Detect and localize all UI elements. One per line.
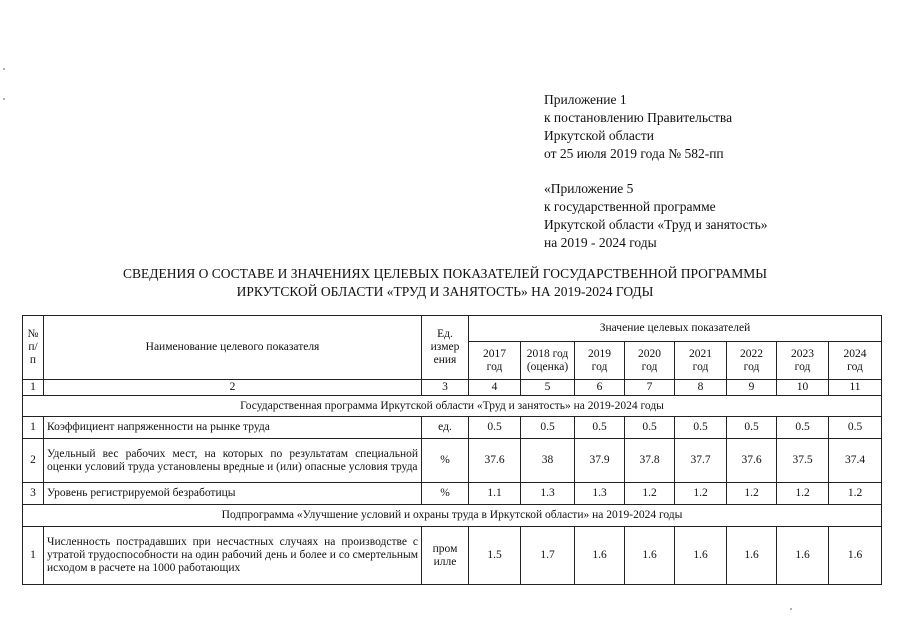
appendix-line: «Приложение 5 — [544, 181, 634, 196]
row-value: 0.5 — [469, 417, 521, 439]
row-value: 1.6 — [829, 527, 882, 585]
row-value: 1.2 — [777, 483, 829, 505]
scan-speck — [790, 608, 792, 610]
header-unit: Ед. измер ения — [422, 316, 469, 380]
title-line: ИРКУТСКОЙ ОБЛАСТИ «ТРУД И ЗАНЯТОСТЬ» НА 2019-2024 ГОДЫ — [236, 284, 654, 299]
row-value: 37.6 — [469, 439, 521, 483]
appendix-line: от 25 июля 2019 года № 582-пп — [544, 146, 724, 161]
section-row — [23, 396, 882, 417]
row-num: 2 — [23, 439, 44, 483]
row-value: 38 — [521, 439, 575, 483]
row-name: Коэффициент напряженности на рынке труда — [44, 417, 422, 439]
row-value: 1.3 — [575, 483, 625, 505]
row-value: 1.2 — [625, 483, 675, 505]
header-year: 2022 год — [727, 342, 777, 380]
header-year: 2018 год (оценка) — [521, 342, 575, 380]
column-number: 8 — [675, 380, 727, 396]
header-name: Наименование целевого показателя — [44, 316, 422, 380]
header-num: № п/п — [23, 316, 44, 380]
row-value: 37.5 — [777, 439, 829, 483]
row-unit: пром илле — [422, 527, 469, 585]
row-unit: % — [422, 483, 469, 505]
appendix-block — [544, 91, 874, 252]
row-value: 0.5 — [727, 417, 777, 439]
table-row — [23, 527, 882, 585]
row-value: 1.5 — [469, 527, 521, 585]
appendix-line: Иркутской области — [544, 128, 655, 143]
header-year: 2020 год — [625, 342, 675, 380]
row-value: 1.6 — [625, 527, 675, 585]
header-year: 2019 год — [575, 342, 625, 380]
column-number: 9 — [727, 380, 777, 396]
document-title — [40, 265, 850, 301]
table-row — [23, 417, 882, 439]
row-value: 1.6 — [727, 527, 777, 585]
column-number: 6 — [575, 380, 625, 396]
header-row — [23, 316, 882, 342]
row-name: Удельный вес рабочих мест, на которых по результатам специальной оценки условий труда установлены вредные и (или) опасные условия труда — [44, 439, 422, 483]
column-number: 1 — [23, 380, 44, 396]
row-value: 0.5 — [521, 417, 575, 439]
header-year: 2017 год — [469, 342, 521, 380]
row-value: 1.7 — [521, 527, 575, 585]
row-value: 1.2 — [829, 483, 882, 505]
table-row — [23, 483, 882, 505]
appendix-line: Приложение 1 — [544, 92, 627, 107]
row-unit: ед. — [422, 417, 469, 439]
row-value: 37.7 — [675, 439, 727, 483]
header-values: Значение целевых показателей — [469, 316, 882, 342]
row-value: 37.6 — [727, 439, 777, 483]
column-number: 2 — [44, 380, 422, 396]
row-value: 37.9 — [575, 439, 625, 483]
row-num: 1 — [23, 527, 44, 585]
row-value: 37.4 — [829, 439, 882, 483]
row-num: 1 — [23, 417, 44, 439]
scan-speck — [3, 68, 5, 70]
row-value: 1.6 — [675, 527, 727, 585]
title-line: СВЕДЕНИЯ О СОСТАВЕ И ЗНАЧЕНИЯХ ЦЕЛЕВЫХ ПОКАЗАТЕЛЕЙ ГОСУДАРСТВЕННОЙ ПРОГРАММЫ — [123, 266, 767, 281]
header-year: 2023 год — [777, 342, 829, 380]
column-number: 11 — [829, 380, 882, 396]
header-year: 2021 год — [675, 342, 727, 380]
column-number: 3 — [422, 380, 469, 396]
appendix-line: Иркутской области «Труд и занятость» — [544, 217, 768, 232]
row-value: 1.6 — [777, 527, 829, 585]
row-value: 1.6 — [575, 527, 625, 585]
row-value: 1.1 — [469, 483, 521, 505]
appendix-line: к постановлению Правительства — [544, 110, 733, 125]
row-value: 1.2 — [675, 483, 727, 505]
row-value: 0.5 — [777, 417, 829, 439]
column-number: 10 — [777, 380, 829, 396]
row-name: Уровень регистрируемой безработицы — [44, 483, 422, 505]
row-name: Численность пострадавших при несчастных случаях на производстве с утратой трудоспособности на один рабочий день и более и со смертельным исходом в расчете на 1000 работающих — [44, 527, 422, 585]
indicators-table — [22, 315, 882, 585]
row-value: 0.5 — [675, 417, 727, 439]
column-number: 4 — [469, 380, 521, 396]
section-title: Государственная программа Иркутской области «Труд и занятость» на 2019-2024 годы — [23, 396, 882, 417]
appendix-gap — [544, 163, 874, 180]
row-unit: % — [422, 439, 469, 483]
row-value: 1.3 — [521, 483, 575, 505]
appendix-line: на 2019 - 2024 годы — [544, 235, 657, 250]
row-value: 37.8 — [625, 439, 675, 483]
scan-speck — [3, 98, 5, 100]
row-value: 1.2 — [727, 483, 777, 505]
row-value: 0.5 — [829, 417, 882, 439]
column-number: 5 — [521, 380, 575, 396]
row-value: 0.5 — [625, 417, 675, 439]
table-row — [23, 439, 882, 483]
column-number-row — [23, 380, 882, 396]
column-number: 7 — [625, 380, 675, 396]
row-value: 0.5 — [575, 417, 625, 439]
header-year: 2024 год — [829, 342, 882, 380]
section-title: Подпрограмма «Улучшение условий и охраны труда в Иркутской области» на 2019-2024 годы — [23, 505, 882, 527]
row-num: 3 — [23, 483, 44, 505]
section-row — [23, 505, 882, 527]
appendix-line: к государственной программе — [544, 199, 716, 214]
